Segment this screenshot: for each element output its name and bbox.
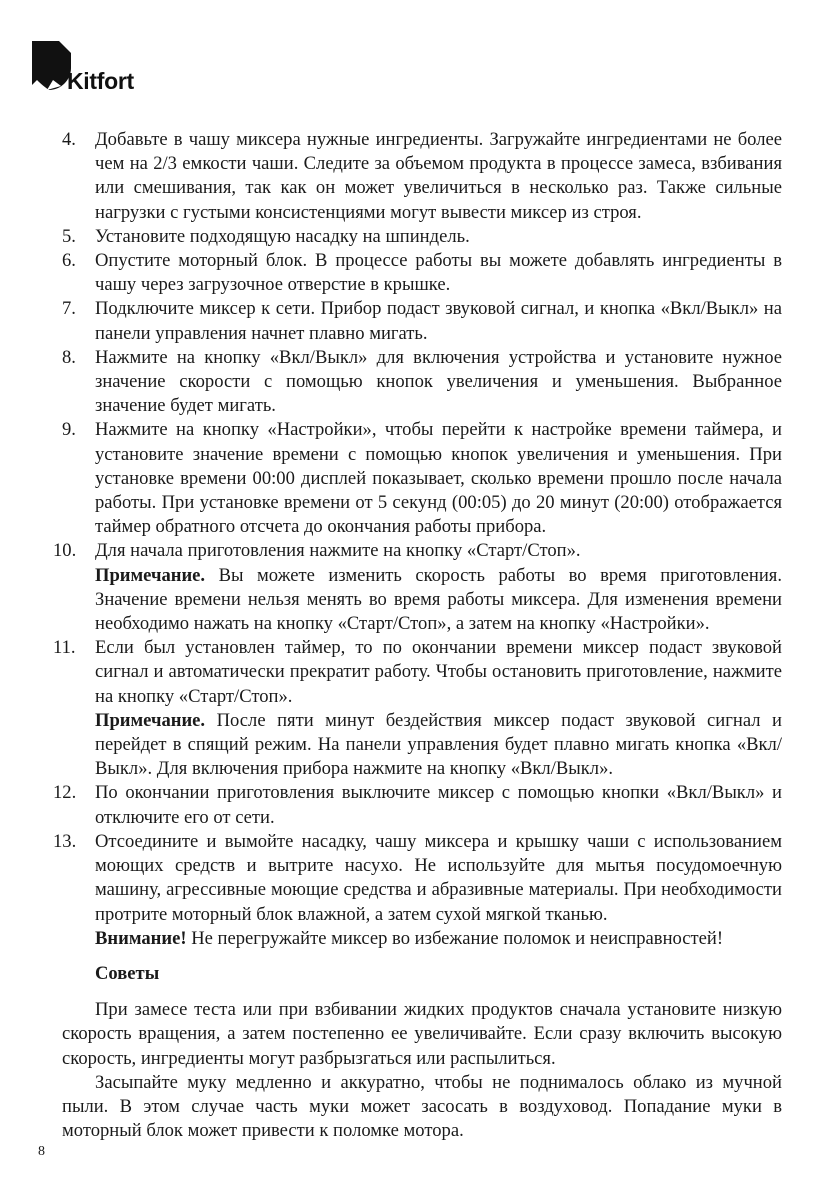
step-text bbox=[95, 128, 782, 225]
paragraph-text: Установите подходящую насадку на шпиндель. bbox=[95, 225, 470, 247]
tips-section bbox=[62, 998, 782, 1143]
step-text bbox=[95, 297, 782, 345]
kitfort-logo-mark-icon bbox=[31, 40, 71, 92]
step-number: 11. bbox=[53, 637, 76, 659]
instruction-steps bbox=[53, 128, 782, 951]
paragraph-text: Вы можете изменить скорость работы во время приготовления. Значение времени нельзя менять во время работы миксера. Для изменения времени необходимо нажать на кнопку «Старт/Стоп», а затем на кнопку «Настройки». bbox=[95, 564, 782, 635]
step-number: 6. bbox=[62, 250, 76, 272]
paragraph-text: Отсоедините и вымойте насадку, чашу миксера и крышку чаши с использованием моющих средств и вытрите насухо. Не используйте для мытья посудомоечную машину, агрессивные моющие средства и абразивные материалы. При необходимости протрите моторный блок влажной, а затем сухой мягкой тканью. bbox=[95, 830, 782, 925]
step-item bbox=[62, 128, 782, 225]
step-note bbox=[95, 709, 782, 782]
step-text bbox=[95, 636, 782, 709]
paragraph-text: По окончании приготовления выключите миксер с помощью кнопки «Вкл/Выкл» и отключите его от сети. bbox=[95, 782, 782, 828]
step-item bbox=[53, 539, 782, 636]
step-item bbox=[53, 636, 782, 781]
page-number: 8 bbox=[38, 1144, 45, 1159]
step-note bbox=[95, 927, 782, 951]
paragraph-text: Нажмите на кнопку «Настройки», чтобы перейти к настройке времени таймера, и установите значение времени с помощью кнопок увеличения и уменьшения. При установке времени 00:00 дисплей показывает, сколько времени прошло после начала работы. При установке времени от 5 секунд (00:05) до 20 минут (20:00) отображается таймер обратного отсчета до окончания работы прибора. bbox=[95, 419, 782, 538]
tip-paragraph: При замесе теста или при взбивании жидких продуктов сначала установите низкую скорость вращения, а затем постепенно ее увеличивайте. Если сразу включить высокую скорость, ингредиенты могут разбрызгаться или распылиться. bbox=[62, 999, 782, 1069]
note-label: Примечание. bbox=[95, 709, 206, 731]
paragraph-text: Для начала приготовления нажмите на кнопку «Старт/Стоп». bbox=[95, 540, 581, 562]
paragraph-text: Опустите моторный блок. В процессе работы вы можете добавлять ингредиенты в чашу через загрузочное отверстие в крышке. bbox=[95, 250, 782, 296]
note-label: Внимание! bbox=[95, 927, 187, 949]
tips-heading: Советы bbox=[95, 962, 160, 984]
step-text bbox=[95, 225, 782, 249]
paragraph-text: Подключите миксер к сети. Прибор подаст звуковой сигнал, и кнопка «Вкл/Выкл» на панели управления начнет плавно мигать. bbox=[95, 298, 782, 344]
step-number: 10. bbox=[53, 540, 77, 562]
step-number: 5. bbox=[62, 225, 76, 247]
note-label: Примечание. bbox=[95, 564, 206, 586]
step-text bbox=[95, 781, 782, 829]
paragraph-text: Не перегружайте миксер во избежание поломок и неисправностей! bbox=[191, 927, 724, 949]
step-item bbox=[62, 225, 782, 249]
tip-paragraph: Засыпайте муку медленно и аккуратно, чтобы не поднималось облако из мучной пыли. В этом случае часть муки может засосать в воздуховод. Попадание муки в моторный блок может привести к поломке мотора. bbox=[62, 1071, 782, 1142]
step-item bbox=[62, 297, 782, 345]
step-number: 8. bbox=[62, 346, 76, 368]
step-note bbox=[95, 564, 782, 637]
step-number: 13. bbox=[53, 830, 77, 852]
step-item bbox=[62, 249, 782, 297]
step-item bbox=[53, 781, 782, 829]
step-number: 7. bbox=[62, 298, 76, 320]
step-text bbox=[95, 830, 782, 927]
step-text bbox=[95, 418, 782, 539]
paragraph-text: После пяти минут бездействия миксер подаст звуковой сигнал и перейдет в спящий режим. На панели управления будет плавно мигать кнопка «Вкл/Выкл». Для включения прибора нажмите на кнопку «Вкл/Выкл». bbox=[95, 709, 782, 780]
paragraph-text: Добавьте в чашу миксера нужные ингредиенты. Загружайте ингредиентами не более чем на 2/3 емкости чаши. Следите за объемом продукта в процессе замеса, взбивания или смешивания, так как он может увеличиться в несколько раз. Также сильные нагрузки с густыми консистенциями могут вывести миксер из строя. bbox=[95, 129, 782, 223]
step-text bbox=[95, 346, 782, 419]
paragraph-text: Нажмите на кнопку «Вкл/Выкл» для включения устройства и установите нужное значение скорости с помощью кнопок увеличения и уменьшения. Выбранное значение будет мигать. bbox=[95, 346, 782, 417]
step-number: 9. bbox=[62, 419, 76, 441]
step-item bbox=[62, 346, 782, 419]
step-item bbox=[53, 830, 782, 951]
manual-content bbox=[53, 128, 782, 1143]
step-text bbox=[95, 539, 782, 563]
paragraph-text: Если был установлен таймер, то по окончании времени миксер подаст звуковой сигнал и автоматически прекратит работу. Чтобы остановить приготовление, нажмите на кнопку «Старт/Стоп». bbox=[95, 637, 782, 707]
brand-name: Kitfort bbox=[67, 68, 134, 94]
kitfort-logo bbox=[31, 40, 151, 96]
step-text bbox=[95, 249, 782, 297]
step-item bbox=[62, 418, 782, 539]
step-number: 12. bbox=[53, 782, 77, 804]
step-number: 4. bbox=[62, 129, 76, 150]
